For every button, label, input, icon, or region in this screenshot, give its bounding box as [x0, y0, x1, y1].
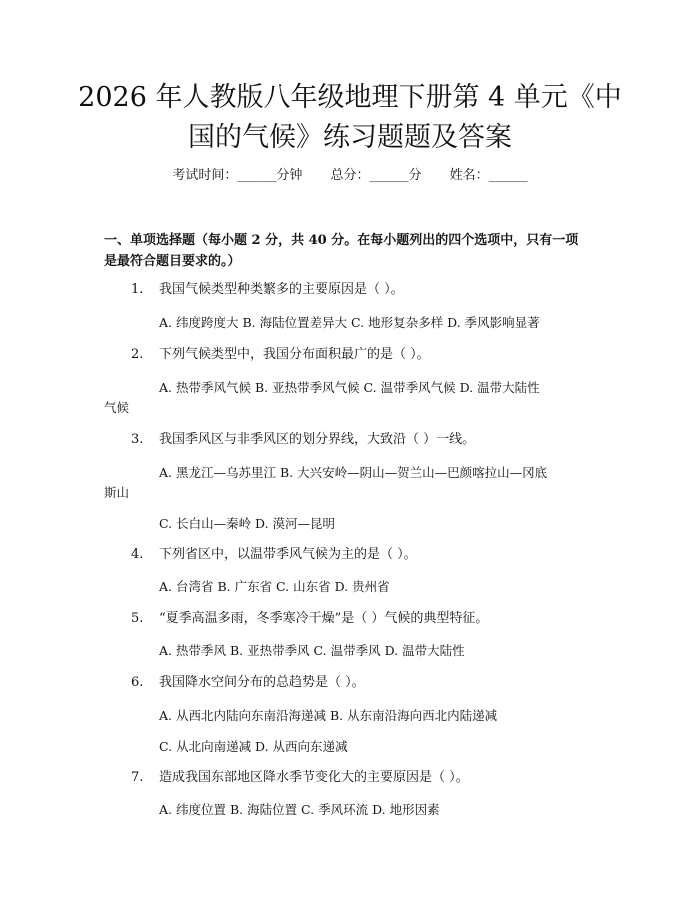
question-number: 5.	[131, 611, 144, 626]
question-1-options: A. 纬度跨度大 B. 海陆位置差异大 C. 地形复杂多样 D. 季风影响显著	[159, 315, 540, 330]
exam-time: 考试时间：______分钟	[172, 168, 303, 183]
question-stem: 我国气候类型种类繁多的主要原因是（ ）。	[159, 282, 404, 297]
question-3-options: A. 黑龙江—乌苏里江 B. 大兴安岭—阴山—贺兰山—巴颜喀拉山—冈底	[159, 465, 548, 480]
title-line-2: 国的气候》练习题题及答案	[188, 122, 512, 153]
document-title	[60, 78, 640, 158]
question-6-options-2: C. 从北向南递减 D. 从西向东递减	[159, 739, 348, 754]
question-stem: 下列气候类型中，我国分布面积最广的是（ ）。	[159, 347, 430, 362]
question-2-options: A. 热带季风气候 B. 亚热带季风气候 C. 温带季风气候 D. 温带大陆性	[159, 380, 540, 395]
question-3-options-2: C. 长白山—秦岭 D. 漠河—昆明	[159, 516, 336, 531]
question-6-options: A. 从西北内陆向东南沿海递减 B. 从东南沿海向西北内陆递减	[159, 708, 498, 723]
question-number: 1.	[131, 282, 144, 297]
question-4-options: A. 台湾省 B. 广东省 C. 山东省 D. 贵州省	[159, 579, 390, 594]
question-stem: 下列省区中，以温带季风气候为主的是（ ）。	[159, 547, 417, 562]
exam-score: 总分：______分	[330, 168, 422, 183]
question-2-options-wrap: 气候	[104, 400, 130, 415]
section-title: 一、单项选择题（每小题 2 分，共 40 分。在每小题列出的四个选项中，只有一项 是最符合题目要求的。）	[104, 233, 579, 269]
question-number: 4.	[131, 547, 144, 562]
question-number: 3.	[131, 432, 144, 447]
question-number: 2.	[131, 347, 144, 362]
question-3-options-wrap: 斯山	[104, 485, 130, 500]
question-stem: “夏季高温多雨，冬季寒冷干燥”是（ ）气候的典型特征。	[159, 611, 489, 626]
exam-info	[0, 166, 700, 186]
question-5-options: A. 热带季风 B. 亚热带季风 C. 温带季风 D. 温带大陆性	[159, 643, 465, 658]
question-stem: 我国降水空间分布的总趋势是（ ）。	[159, 675, 365, 690]
title-line-1: 2026 年人教版八年级地理下册第 4 单元《中	[78, 82, 622, 113]
question-stem: 我国季风区与非季风区的划分界线，大致沿（ ）一线。	[159, 432, 476, 447]
question-number: 6.	[131, 675, 144, 690]
question-stem: 造成我国东部地区降水季节变化大的主要原因是（ ）。	[159, 770, 469, 785]
question-7-options: A. 纬度位置 B. 海陆位置 C. 季风环流 D. 地形因素	[159, 802, 440, 817]
question-number: 7.	[131, 770, 144, 785]
student-name: 姓名：______	[449, 168, 528, 183]
